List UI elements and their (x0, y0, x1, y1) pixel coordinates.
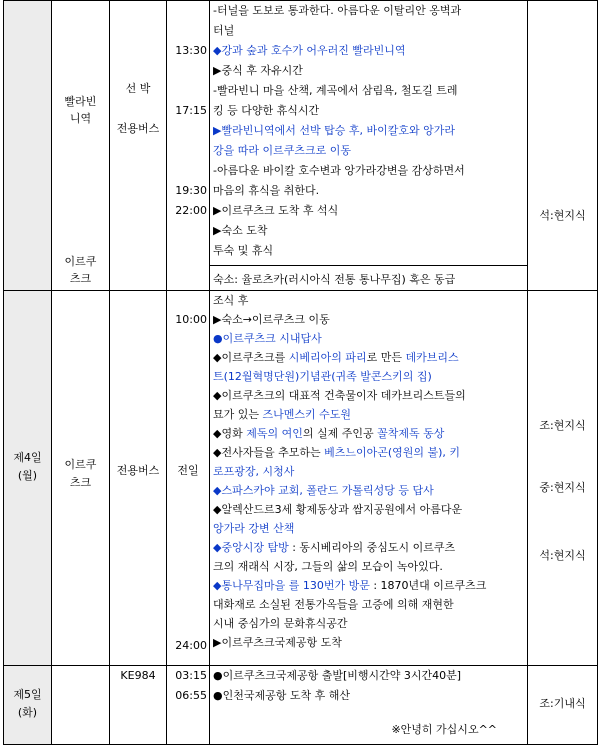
day4-date: 제4일 (월) (13, 451, 42, 482)
day4-detail-segment: ▶이르쿠츠크국제공항 도착 (213, 636, 342, 649)
day4-city-cell (52, 291, 110, 666)
day4-detail-segment: 묘가 있는 (213, 408, 263, 421)
day3-detail-line: 터널 (213, 24, 235, 37)
day5-city-cell (52, 666, 110, 745)
day4-detail-line (213, 481, 524, 500)
day4-detail-segment: ◆스파스카야 교회, 폴란드 가톨릭성당 등 답사 (213, 484, 434, 497)
day4-detail-line (213, 500, 524, 519)
day4-detail-segment: 꼴착제독 동상 (377, 427, 445, 440)
day4-time-allday: 전일 (177, 464, 199, 477)
day4-detail-segment: 즈나멘스키 수도원 (262, 408, 352, 421)
day3-hotel: 숙소: 율로츠카(러시아식 전통 통나무집) 혹은 동급 (210, 265, 527, 290)
day4-meal-breakfast: 조:현지식 (539, 419, 586, 432)
day4-detail-segment: ◆이르쿠츠크를 (213, 351, 289, 364)
day4-detail-line (213, 348, 524, 367)
day3-time-slot: 17:15 (175, 104, 207, 117)
day5-time-depart: 03:15 (175, 669, 207, 682)
day4-detail-segment: 로프광장, 시청사 (213, 465, 295, 478)
day4-detail-segment: ◆이르쿠츠크의 대표적 건축물이자 데카브리스트들의 (213, 389, 466, 402)
day5-meal: 조:기내식 (539, 697, 586, 710)
day4-detail-segment: ●이르쿠츠크 시내답사 (213, 332, 322, 345)
day4-detail-segment: ◆영화 (213, 427, 247, 440)
day3-time-slot (167, 161, 209, 181)
day4-detail-line (213, 557, 524, 576)
day3-detail-line: ▶숙소 도착 (213, 224, 268, 237)
day3-detail-line: -터널을 도보로 통과한다. 아름다운 이탈리안 옹벽과 (213, 4, 462, 17)
day4-detail-segment: 제독의 여인 (246, 427, 303, 440)
day3-detail-cell (210, 1, 528, 291)
day4-detail-segment: ◆전사자들을 추모하는 (213, 446, 325, 459)
day4-detail-line (213, 386, 524, 405)
day4-detail-line (213, 576, 524, 595)
day3-detail-list (210, 1, 527, 261)
day5-detail-cell (210, 666, 528, 745)
day4-detail-line (213, 519, 524, 538)
day4-detail-segment: 대화재로 소실된 전통가옥들을 고증에 의해 재현한 (213, 598, 454, 611)
day4-detail-segment: ▶숙소→이르쿠츠크 이동 (213, 313, 330, 326)
day4-detail-segment: 데카브리스 (405, 351, 459, 364)
day5-time-arrive: 06:55 (175, 689, 207, 702)
day4-detail-line (213, 424, 524, 443)
day3-detail-line: 마음의 휴식을 취한다. (213, 184, 320, 197)
day4-transport: 전용버스 (116, 464, 160, 477)
day3-time-slot (167, 21, 209, 41)
day3-transport-cell (110, 1, 167, 291)
day3-time-list (167, 1, 209, 241)
day4-date-cell (4, 291, 52, 666)
day4-detail-segment: ◆알렉산드르3세 황제동상과 쌈지공원에서 아름다운 (213, 503, 463, 516)
day4-detail-cell (210, 291, 528, 666)
day5-goodbye: ※안녕히 가십시오^^ (391, 723, 497, 736)
day4-detail-segment: 베츠느이아곤(영원의 불), 키 (324, 446, 461, 459)
day3-time-slot (167, 141, 209, 161)
day4-detail-line (213, 443, 524, 462)
day5-date-cell (4, 666, 52, 745)
day4-detail-line (213, 367, 524, 386)
day3-detail-line: ◆강과 숲과 호수가 어우러진 빨라빈니역 (213, 44, 406, 57)
day4-detail-line (213, 329, 524, 348)
day4-detail-line (213, 614, 524, 633)
day3-date-cell (4, 1, 52, 291)
day4-detail-line (213, 633, 524, 652)
day5-meal-cell (528, 666, 598, 745)
day4-detail-segment: 앙가라 강변 산책 (213, 522, 295, 535)
day3-time-slot: 19:30 (175, 184, 207, 197)
day4-detail-line (213, 291, 524, 310)
day4-detail-segment: 시내 중심가의 문화휴식공간 (213, 617, 348, 630)
day4-row (4, 291, 598, 666)
day3-meal-cell (528, 1, 598, 291)
day3-detail-line: ▶이르쿠츠크 도착 후 석식 (213, 204, 339, 217)
day4-detail-line (213, 405, 524, 424)
day3-time-slot (167, 81, 209, 101)
day5-time-cell (167, 666, 210, 745)
day3-city-cell (52, 1, 110, 291)
day4-transport-cell (110, 291, 167, 666)
day4-detail-segment: : 동시베리아의 중심도시 이르쿠츠 (288, 541, 456, 554)
day4-meal-cell (528, 291, 598, 666)
day5-line-depart: ●이르쿠츠크국제공항 출발[비행시간약 3시간40분] (213, 669, 462, 682)
day5-row (4, 666, 598, 745)
day3-detail-line: 강을 따라 이르쿠츠크로 이동 (213, 144, 352, 157)
day4-detail-list (210, 291, 527, 652)
day3-transport-bus: 전용버스 (116, 122, 160, 135)
day3-city-bottom: 이르쿠 츠크 (64, 255, 97, 285)
day3-meal-dinner: 석:현지식 (539, 209, 586, 222)
day5-date: 제5일 (화) (13, 688, 42, 719)
day4-detail-segment: 크의 재래식 시장, 그들의 삶의 모습이 녹아있다. (213, 560, 443, 573)
day3-detail-line: ▶빨라빈니역에서 선박 탑승 후, 바이칼호와 앙가라 (213, 124, 455, 137)
day3-time-slot: 13:30 (175, 44, 207, 57)
day4-detail-line (213, 595, 524, 614)
day3-detail-line: 투숙 및 휴식 (213, 244, 274, 257)
itinerary-table (3, 0, 598, 745)
day4-detail-line (213, 310, 524, 329)
day4-meal-lunch: 중:현지식 (539, 481, 586, 494)
day4-detail-segment: 트(12월혁명단원)기념관(귀족 발콘스키의 집) (213, 370, 432, 383)
day4-city: 이르쿠 츠크 (64, 458, 97, 489)
day3-time-slot (167, 61, 209, 81)
day4-detail-segment: ◆중앙시장 탐방 (213, 541, 289, 554)
day3-time-cell (167, 1, 210, 291)
day3-transport-ship: 선 박 (125, 82, 151, 95)
day4-detail-segment: : 1870년대 이르쿠츠크 (369, 579, 487, 592)
day5-line-arrive: ●인천국제공항 도착 후 해산 (213, 689, 350, 702)
day3-detail-line: -아름다운 바이칼 호수변과 앙가라강변을 감상하면서 (213, 164, 465, 177)
day4-detail-segment: 의 실제 주인공 (302, 427, 378, 440)
day4-meal-dinner: 석:현지식 (539, 549, 586, 562)
day4-detail-segment: 조식 후 (213, 294, 249, 307)
day4-time-end: 24:00 (175, 639, 207, 652)
day4-detail-line (213, 538, 524, 557)
day4-detail-segment: 시베리아의 파리 (288, 351, 367, 364)
day4-detail-line (213, 462, 524, 481)
day3-detail-line: -빨라빈니 마을 산책, 계곡에서 삼림욕, 철도길 트레 (213, 84, 458, 97)
day3-time-slot (167, 221, 209, 241)
day3-time-slot (167, 1, 209, 21)
day3-detail-line: ▶중식 후 자유시간 (213, 64, 303, 77)
day3-detail-line: 킹 등 다양한 휴식시간 (213, 104, 320, 117)
day4-detail-segment: 로 만든 (366, 351, 406, 364)
day4-time-cell (167, 291, 210, 666)
day5-flight: KE984 (120, 669, 156, 682)
day3-city-top: 빨라빈 니역 (64, 95, 97, 125)
day3-row (4, 1, 598, 291)
day4-time-start: 10:00 (175, 313, 207, 326)
day4-detail-segment: ◆통나무집마을 를 130번가 방문 (213, 579, 370, 592)
day3-time-slot: 22:00 (175, 204, 207, 217)
day5-transport-cell (110, 666, 167, 745)
day3-time-slot (167, 121, 209, 141)
